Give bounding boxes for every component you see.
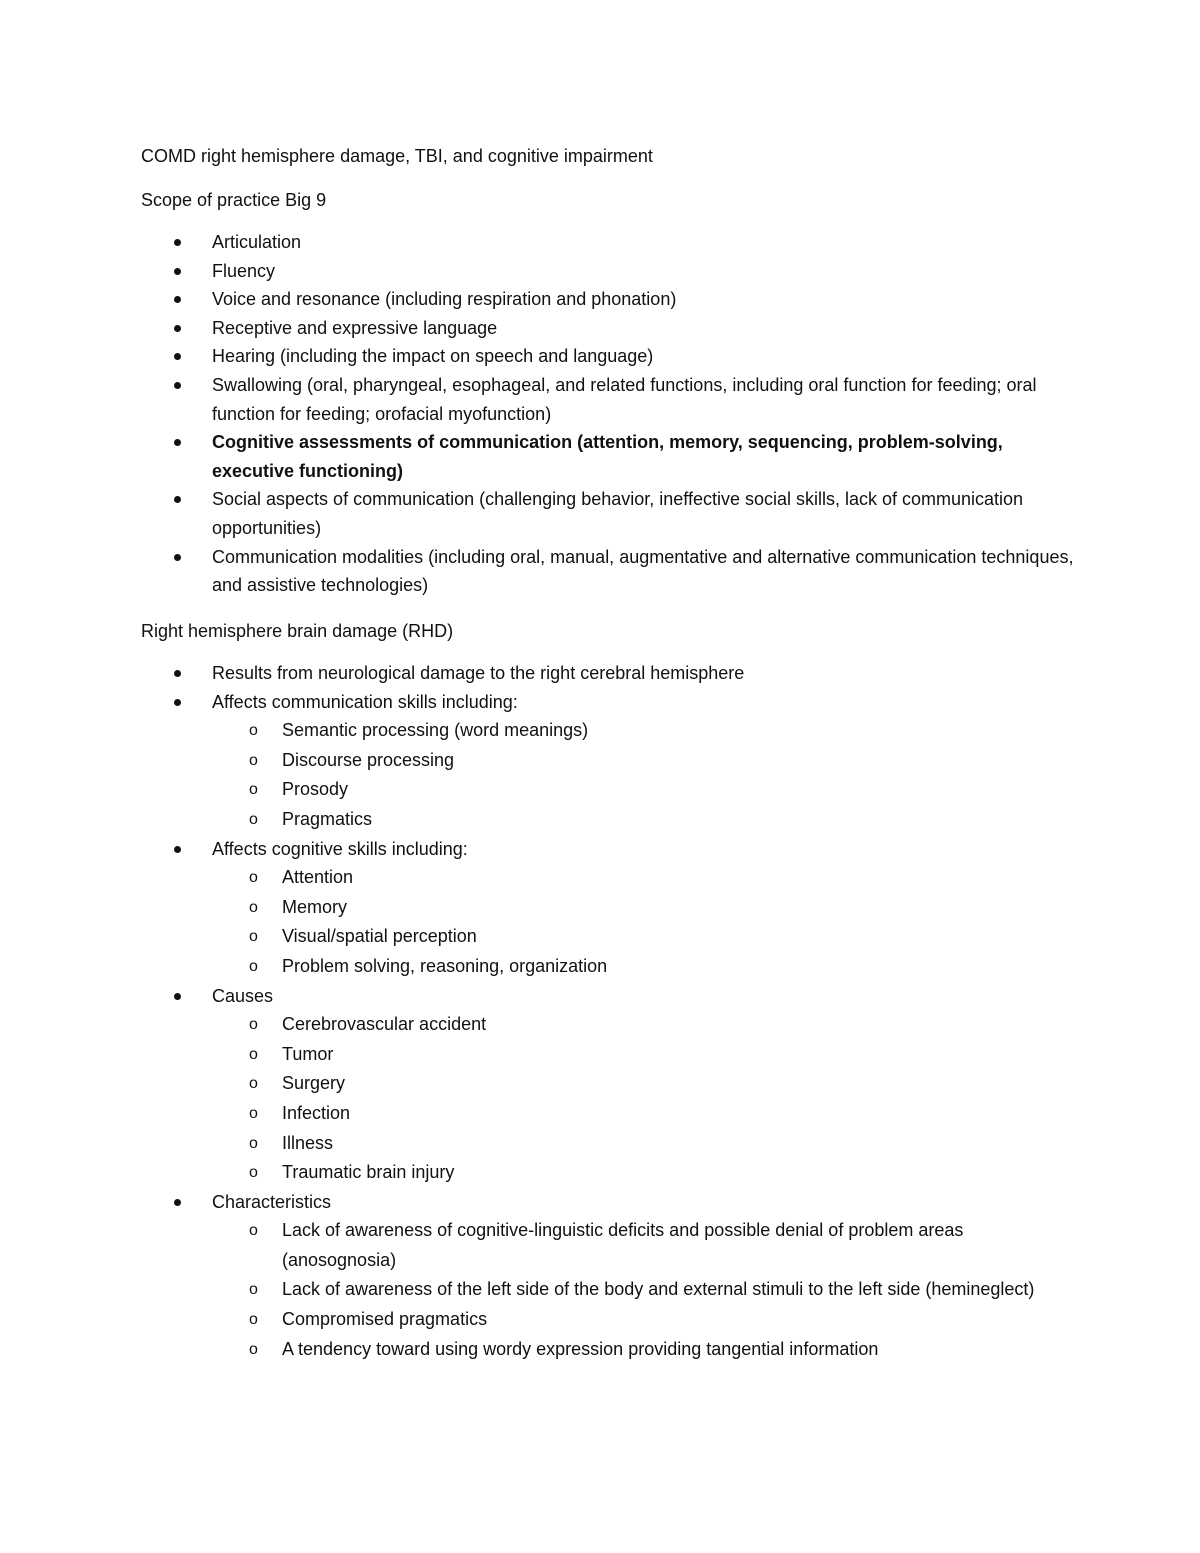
circle-bullet-icon: o bbox=[249, 1222, 258, 1240]
bullet-icon bbox=[174, 239, 181, 246]
list-item-label: Voice and resonance (including respiration and phonation) bbox=[212, 289, 677, 310]
sub-list-item-label: Traumatic brain injury bbox=[282, 1162, 455, 1183]
list-item bbox=[141, 257, 1081, 286]
sub-list-item-label: Cerebrovascular accident bbox=[282, 1014, 487, 1035]
list-item bbox=[141, 342, 1081, 371]
sub-list-item-label: Semantic processing (word meanings) bbox=[282, 720, 589, 741]
bullet-icon bbox=[174, 496, 181, 503]
list-item-label: Hearing (including the impact on speech and language) bbox=[212, 346, 654, 367]
list-item bbox=[141, 659, 1081, 688]
bullet-icon bbox=[174, 268, 181, 275]
sub-list-item bbox=[141, 716, 1081, 746]
bullet-icon bbox=[174, 353, 181, 360]
list-item-label: Cognitive assessments of communication (attention, memory, sequencing, problem-solving, executive functioning) bbox=[212, 432, 1003, 481]
circle-bullet-icon: o bbox=[249, 957, 258, 975]
list-item-label: Characteristics bbox=[212, 1191, 332, 1212]
circle-bullet-icon: o bbox=[249, 898, 258, 916]
sub-list-item-label: Surgery bbox=[282, 1073, 346, 1094]
sub-list-item bbox=[141, 1216, 1081, 1275]
sub-list-item bbox=[141, 1158, 1081, 1188]
circle-bullet-icon: o bbox=[249, 928, 258, 946]
sub-list-item bbox=[141, 952, 1081, 982]
bullet-icon bbox=[174, 993, 181, 1000]
bullet-icon bbox=[174, 554, 181, 561]
sub-list-item bbox=[141, 1040, 1081, 1070]
list-item bbox=[141, 485, 1081, 542]
scope-list bbox=[141, 228, 1081, 600]
sub-list-item-label: Tumor bbox=[282, 1043, 334, 1064]
document-title: COMD right hemisphere damage, TBI, and cognitive impairment bbox=[141, 146, 653, 166]
sub-list-item bbox=[141, 1069, 1081, 1099]
sub-list-item bbox=[141, 805, 1081, 835]
sub-list-item bbox=[141, 1335, 1081, 1365]
sub-list-item-label: Attention bbox=[282, 867, 354, 888]
bullet-icon bbox=[174, 1199, 181, 1206]
bullet-icon bbox=[174, 296, 181, 303]
list-item-label: Fluency bbox=[212, 260, 276, 281]
sub-list-item-label: Lack of awareness of cognitive-linguistic deficits and possible denial of problem areas (anosognosia) bbox=[282, 1220, 964, 1270]
sub-list-item-label: Lack of awareness of the left side of the body and external stimuli to the left side (hemineglect) bbox=[282, 1279, 1035, 1300]
sub-list-item-label: Infection bbox=[282, 1102, 351, 1123]
sub-list-item bbox=[141, 863, 1081, 893]
sub-list-item bbox=[141, 893, 1081, 923]
circle-bullet-icon: o bbox=[249, 869, 258, 887]
bullet-icon bbox=[174, 439, 181, 446]
sub-list-item-label: Visual/spatial perception bbox=[282, 926, 477, 947]
list-item bbox=[141, 982, 1081, 1011]
circle-bullet-icon: o bbox=[249, 1340, 258, 1358]
circle-bullet-icon: o bbox=[249, 1134, 258, 1152]
sub-list-item-label: Illness bbox=[282, 1132, 334, 1153]
sub-list-item-label: Memory bbox=[282, 896, 348, 917]
sub-list-item bbox=[141, 775, 1081, 805]
sub-list-item bbox=[141, 922, 1081, 952]
sub-list-item-label: A tendency toward using wordy expression providing tangential information bbox=[282, 1338, 879, 1359]
circle-bullet-icon: o bbox=[249, 1045, 258, 1063]
sub-list-item-label: Pragmatics bbox=[282, 808, 373, 829]
sub-list-item bbox=[141, 1010, 1081, 1040]
list-item bbox=[141, 228, 1081, 257]
bullet-icon bbox=[174, 382, 181, 389]
list-item-label: Articulation bbox=[212, 232, 302, 252]
list-item-label: Receptive and expressive language bbox=[212, 317, 498, 338]
list-item-label: Communication modalities (including oral, manual, augmentative and alternative communication techniques, and assistive technologies) bbox=[212, 546, 1074, 596]
sub-list-item-label: Prosody bbox=[282, 779, 349, 800]
list-item bbox=[141, 543, 1081, 600]
scope-heading: Scope of practice Big 9 bbox=[141, 190, 327, 210]
bullet-icon bbox=[174, 325, 181, 332]
list-item-label: Social aspects of communication (challenging behavior, ineffective social skills, lack of communication opportunities) bbox=[212, 489, 1024, 538]
list-item bbox=[141, 285, 1081, 314]
circle-bullet-icon: o bbox=[249, 1016, 258, 1034]
list-item-label: Affects communication skills including: bbox=[212, 691, 518, 712]
sub-list-item-label: Problem solving, reasoning, organization bbox=[282, 955, 608, 976]
rhd-list bbox=[141, 659, 1081, 1364]
circle-bullet-icon: o bbox=[249, 751, 258, 769]
list-item-label: Swallowing (oral, pharyngeal, esophageal, and related functions, including oral function for feeding; oral function for feeding; orofacial myofunction) bbox=[212, 374, 1037, 424]
list-item-label: Affects cognitive skills including: bbox=[212, 838, 468, 859]
circle-bullet-icon: o bbox=[249, 1311, 258, 1329]
list-item-label: Causes bbox=[212, 985, 274, 1006]
circle-bullet-icon: o bbox=[249, 1075, 258, 1093]
list-item bbox=[141, 371, 1081, 428]
rhd-heading: Right hemisphere brain damage (RHD) bbox=[141, 621, 454, 641]
sub-list-item-label: Discourse processing bbox=[282, 749, 455, 770]
list-item bbox=[141, 835, 1081, 864]
circle-bullet-icon: o bbox=[249, 1104, 258, 1122]
circle-bullet-icon: o bbox=[249, 810, 258, 828]
bullet-icon bbox=[174, 846, 181, 853]
sub-list-item bbox=[141, 1129, 1081, 1159]
sub-list-item bbox=[141, 746, 1081, 776]
list-item bbox=[141, 688, 1081, 717]
sub-list-item bbox=[141, 1275, 1081, 1305]
circle-bullet-icon: o bbox=[249, 722, 258, 740]
circle-bullet-icon: o bbox=[249, 1281, 258, 1299]
list-item bbox=[141, 1188, 1081, 1217]
list-item-label: Results from neurological damage to the right cerebral hemisphere bbox=[212, 663, 745, 683]
list-item bbox=[141, 314, 1081, 343]
circle-bullet-icon: o bbox=[249, 1164, 258, 1182]
list-item bbox=[141, 428, 1081, 485]
sub-list-item bbox=[141, 1099, 1081, 1129]
bullet-icon bbox=[174, 670, 181, 677]
bullet-icon bbox=[174, 699, 181, 706]
sub-list-item-label: Compromised pragmatics bbox=[282, 1309, 488, 1330]
circle-bullet-icon: o bbox=[249, 781, 258, 799]
sub-list-item bbox=[141, 1305, 1081, 1335]
